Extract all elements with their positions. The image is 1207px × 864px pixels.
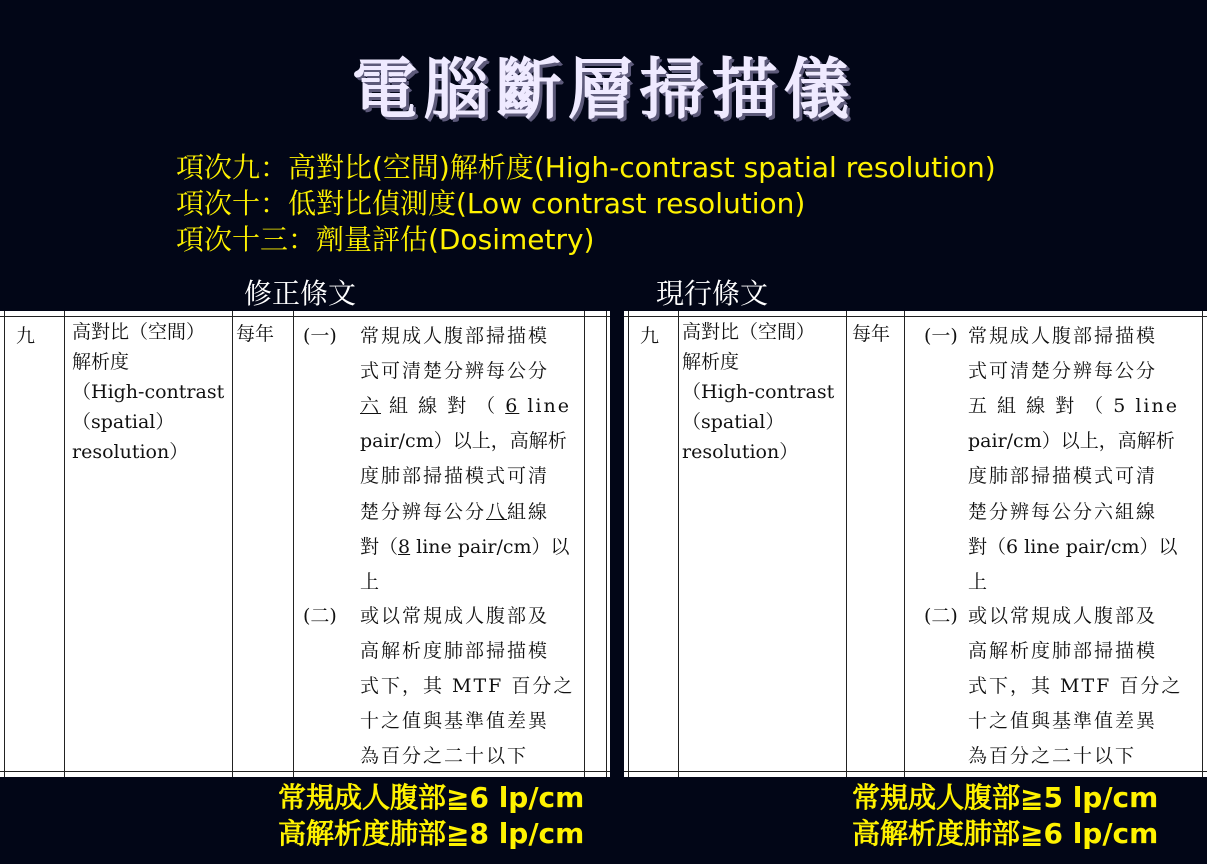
revised-summary <box>278 780 584 852</box>
page-title: 電腦斷層掃描儀 <box>351 50 856 128</box>
revised-item-no: 九 <box>16 325 36 347</box>
revised-clause2-line: 或以常規成人腹部及 <box>360 605 550 627</box>
revised-clause2-num: (二) <box>303 605 337 627</box>
current-item-no: 九 <box>640 325 660 347</box>
revised-clause1-line: 度肺部掃描模式可清 <box>360 465 550 487</box>
current-clause2-num: (二) <box>924 605 958 627</box>
current-clause2-line: 為百分之二十以下 <box>968 745 1137 767</box>
revised-clause1-line: 楚分辨每公分八組線 <box>360 501 550 523</box>
current-clause2-line: 高解析度肺部掃描模 <box>968 640 1158 662</box>
item-nine: 項次九：高對比(空間)解析度(High-contrast spatial resolution) <box>176 151 996 184</box>
current-clause2-line: 或以常規成人腹部及 <box>968 605 1158 627</box>
revised-clause1-num: (一) <box>303 325 337 347</box>
revised-clause1-line: pair/cm）以上，高解析 <box>360 430 567 452</box>
current-summary-abdomen: 常規成人腹部≧5 lp/cm <box>852 781 1159 814</box>
current-clause2-line: 十之值與基準值差異 <box>968 710 1158 732</box>
current-summary <box>852 780 1158 852</box>
current-summary-lung: 高解析度肺部≧6 lp/cm <box>852 817 1159 850</box>
item-thirteen: 項次十三：劑量評估(Dosimetry) <box>176 223 595 256</box>
current-clause2-line: 式下，其 MTF 百分之 <box>968 675 1183 697</box>
current-heading: 現行條文 <box>656 277 769 310</box>
item-list <box>176 150 996 258</box>
current-frequency: 每年 <box>852 323 891 345</box>
current-clause1-line: 上 <box>968 571 990 593</box>
revised-clause1-line: 常規成人腹部掃描模 <box>360 325 550 347</box>
revised-summary-abdomen: 常規成人腹部≧6 lp/cm <box>278 781 585 814</box>
item-ten: 項次十：低對比偵測度(Low contrast resolution) <box>176 187 806 220</box>
current-clause1-num: (一) <box>924 325 958 347</box>
current-clause1-line: 楚分辨每公分六組線 <box>968 501 1158 523</box>
revised-heading: 修正條文 <box>244 277 357 310</box>
current-clause1-line: 對（6 line pair/cm）以 <box>968 536 1178 558</box>
revised-clause2-line: 高解析度肺部掃描模 <box>360 640 550 662</box>
revised-clause1-line: 六 組 線 對 （ 6 line <box>360 395 571 417</box>
revised-frequency: 每年 <box>236 323 275 345</box>
current-clause1-line: pair/cm）以上，高解析 <box>968 430 1175 452</box>
revised-clause1-line: 對（8 line pair/cm）以 <box>360 536 570 558</box>
revised-clause2-line: 為百分之二十以下 <box>360 745 529 767</box>
current-clause1-line: 式可清楚分辨每公分 <box>968 360 1158 382</box>
revised-clause1-line: 上 <box>360 571 382 593</box>
revised-clause2-line: 十之值與基準值差異 <box>360 710 550 732</box>
current-clause1-line: 度肺部掃描模式可清 <box>968 465 1158 487</box>
revised-table <box>0 311 610 777</box>
current-clause1-line: 常規成人腹部掃描模 <box>968 325 1158 347</box>
current-clause1-line: 五 組 線 對 （ 5 line <box>968 395 1179 417</box>
current-item-name: 高對比（空間） 解析度 （High-contrast （spatial） resolution） <box>682 321 835 463</box>
revised-clause1-line: 式可清楚分辨每公分 <box>360 360 550 382</box>
revised-clause2-line: 式下，其 MTF 百分之 <box>360 675 575 697</box>
revised-item-name: 高對比（空間） 解析度 （High-contrast （spatial） resolution） <box>72 321 225 463</box>
revised-summary-lung: 高解析度肺部≧8 lp/cm <box>278 817 585 850</box>
current-table <box>624 311 1207 777</box>
